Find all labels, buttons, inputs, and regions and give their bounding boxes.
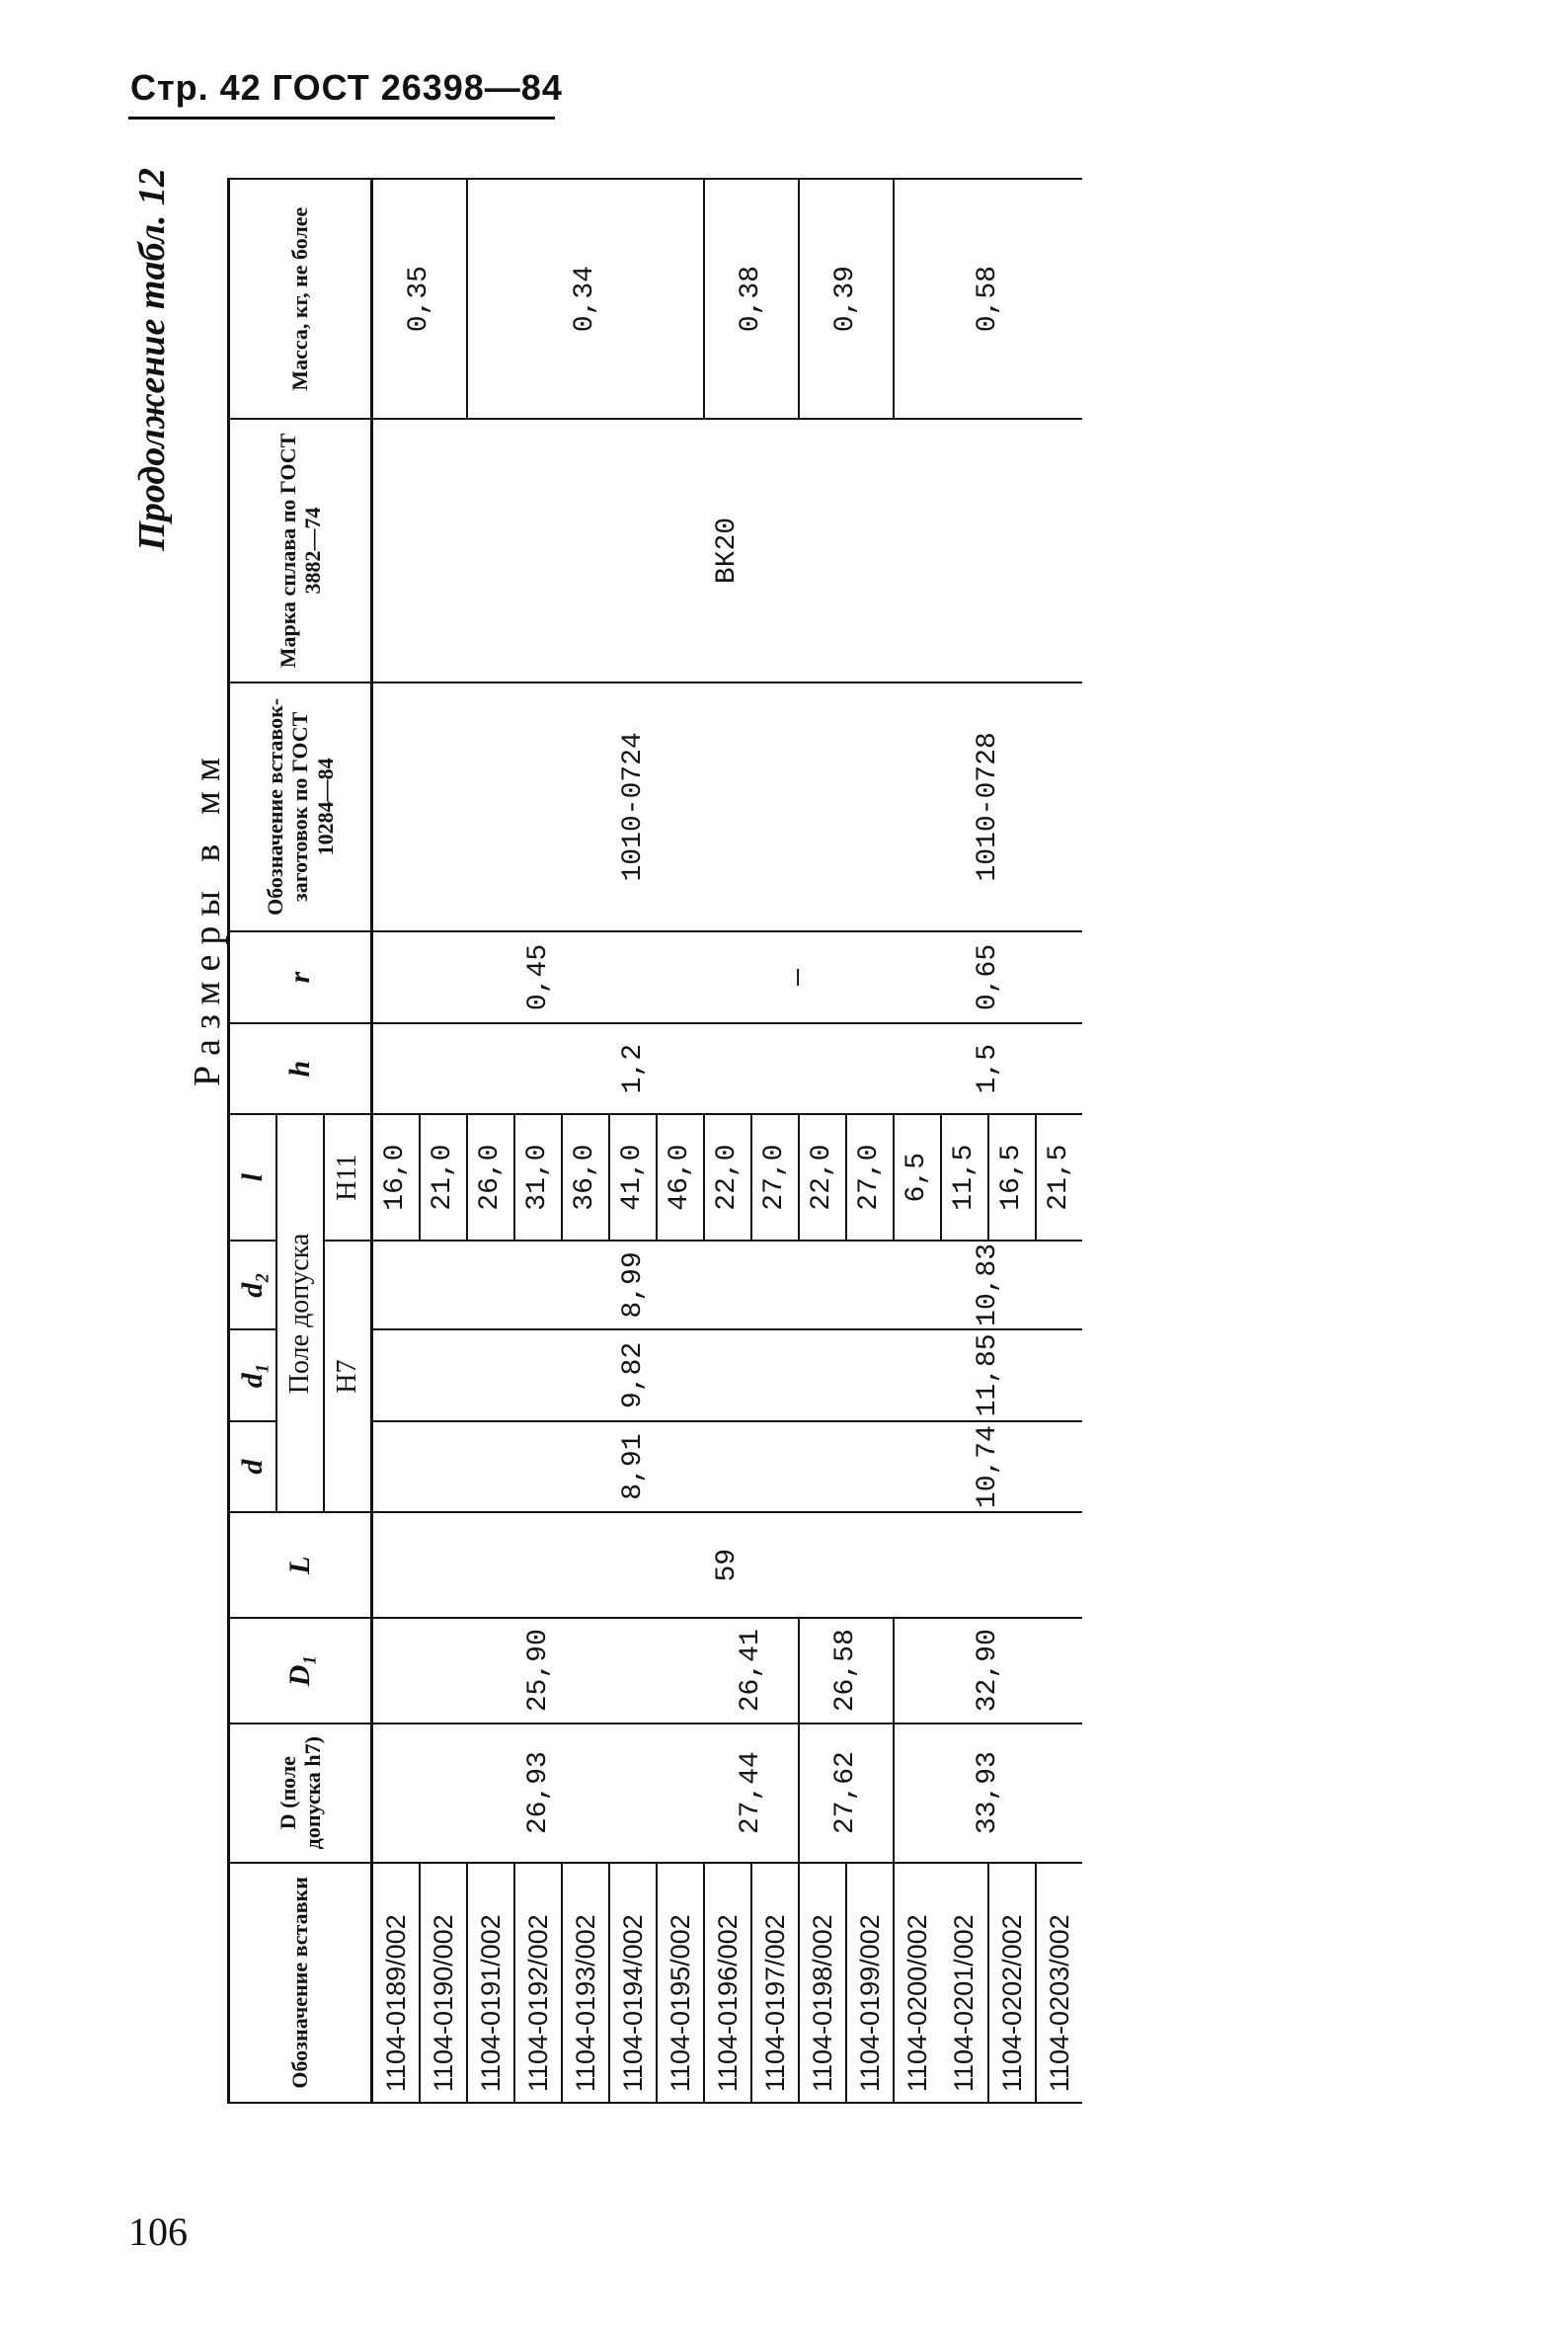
table-continuation-caption: Продолжение табл. 12	[131, 168, 173, 551]
cell-l: 21,5	[1036, 1114, 1082, 1240]
cell-h: 1,5	[894, 1023, 1082, 1115]
dimensions-label: Размеры в мм	[187, 748, 228, 1086]
cell-h: 1,2	[372, 1023, 895, 1115]
row-code: 1104-0189/002	[372, 1863, 421, 2103]
cell-alloy: ВК20	[372, 419, 1083, 681]
cell-l: 27,0	[751, 1114, 799, 1240]
dimensions-table	[227, 178, 1082, 2104]
cell-l: 6,5	[894, 1114, 941, 1240]
cell-l: 22,0	[799, 1114, 846, 1240]
cell-D: 33,93	[894, 1724, 1082, 1863]
cell-l: 21,0	[420, 1114, 467, 1240]
cell-r: 0,65	[894, 931, 1082, 1023]
header-l: l	[229, 1114, 277, 1240]
tolerance-H11: H11	[324, 1114, 372, 1240]
row-code: 1104-0200/002	[894, 1863, 941, 2103]
row-code: 1104-0193/002	[562, 1863, 609, 2103]
cell-d1: 11,85	[894, 1329, 1082, 1421]
header-blank: Обозначение вставок-заготовок по ГОСТ 10284—84	[229, 682, 372, 931]
cell-D: 27,62	[799, 1724, 894, 1863]
cell-D1: 32,90	[894, 1618, 1082, 1724]
cell-l: 27,0	[846, 1114, 894, 1240]
page-number: 106	[128, 2209, 188, 2254]
row-code: 1104-0197/002	[751, 1863, 799, 2103]
cell-l: 16,0	[372, 1114, 421, 1240]
cell-l: 22,0	[704, 1114, 751, 1240]
page-header: Стр. 42 ГОСТ 26398—84	[130, 67, 563, 108]
cell-D: 27,44	[704, 1724, 799, 1863]
header-alloy: Марка сплава по ГОСТ 3882—74	[229, 419, 372, 681]
cell-mass: 0,35	[372, 179, 468, 419]
header-rule	[128, 117, 555, 120]
cell-D: 26,93	[372, 1724, 705, 1863]
header-h: h	[229, 1023, 372, 1115]
cell-l: 46,0	[657, 1114, 704, 1240]
header-L: L	[229, 1512, 372, 1618]
cell-mass: 0,34	[467, 179, 704, 419]
header-designation: Обозначение вставки	[229, 1863, 372, 2103]
row-code: 1104-0190/002	[420, 1863, 467, 2103]
row-code: 1104-0199/002	[846, 1863, 894, 2103]
header-D: D (поле допуска h7)	[229, 1724, 372, 1863]
cell-r: 0,45	[372, 931, 705, 1023]
row-code: 1104-0191/002	[467, 1863, 514, 2103]
header-d2: d₂	[229, 1241, 277, 1329]
cell-D1: 26,41	[704, 1618, 799, 1724]
tolerance-label: Поле допуска	[276, 1114, 324, 1512]
cell-mass: 0,58	[894, 179, 1082, 419]
cell-blank: 1010-0724	[372, 682, 895, 931]
cell-r: —	[704, 931, 894, 1023]
tolerance-H7: H7	[324, 1241, 372, 1513]
cell-l: 36,0	[562, 1114, 609, 1240]
cell-l: 31,0	[514, 1114, 562, 1240]
header-mass: Масса, кг, не более	[229, 179, 372, 419]
row-code: 1104-0201/002	[941, 1863, 988, 2103]
cell-l: 16,5	[988, 1114, 1036, 1240]
row-code: 1104-0202/002	[988, 1863, 1036, 2103]
row-code: 1104-0195/002	[657, 1863, 704, 2103]
cell-d2: 10,83	[894, 1241, 1082, 1329]
header-d: d	[229, 1421, 277, 1513]
header-d1: d₁	[229, 1329, 277, 1421]
row-code: 1104-0203/002	[1036, 1863, 1082, 2103]
rotated-table-area	[118, 158, 1501, 2203]
cell-l: 41,0	[609, 1114, 657, 1240]
cell-d1: 9,82	[372, 1329, 895, 1421]
cell-d2: 8,99	[372, 1241, 895, 1329]
row-code: 1104-0198/002	[799, 1863, 846, 2103]
cell-l: 26,0	[467, 1114, 514, 1240]
cell-blank: 1010-0728	[894, 682, 1082, 931]
header-D1: D₁	[229, 1618, 372, 1724]
cell-D1: 25,90	[372, 1618, 705, 1724]
row-code: 1104-0192/002	[514, 1863, 562, 2103]
cell-L: 59	[372, 1512, 1083, 1618]
cell-l: 11,5	[941, 1114, 988, 1240]
row-code: 1104-0194/002	[609, 1863, 657, 2103]
cell-mass: 0,38	[704, 179, 799, 419]
cell-D1: 26,58	[799, 1618, 894, 1724]
row-code: 1104-0196/002	[704, 1863, 751, 2103]
cell-d: 10,74	[894, 1421, 1082, 1513]
cell-mass: 0,39	[799, 179, 894, 419]
header-r: r	[229, 931, 372, 1023]
cell-d: 8,91	[372, 1421, 895, 1513]
